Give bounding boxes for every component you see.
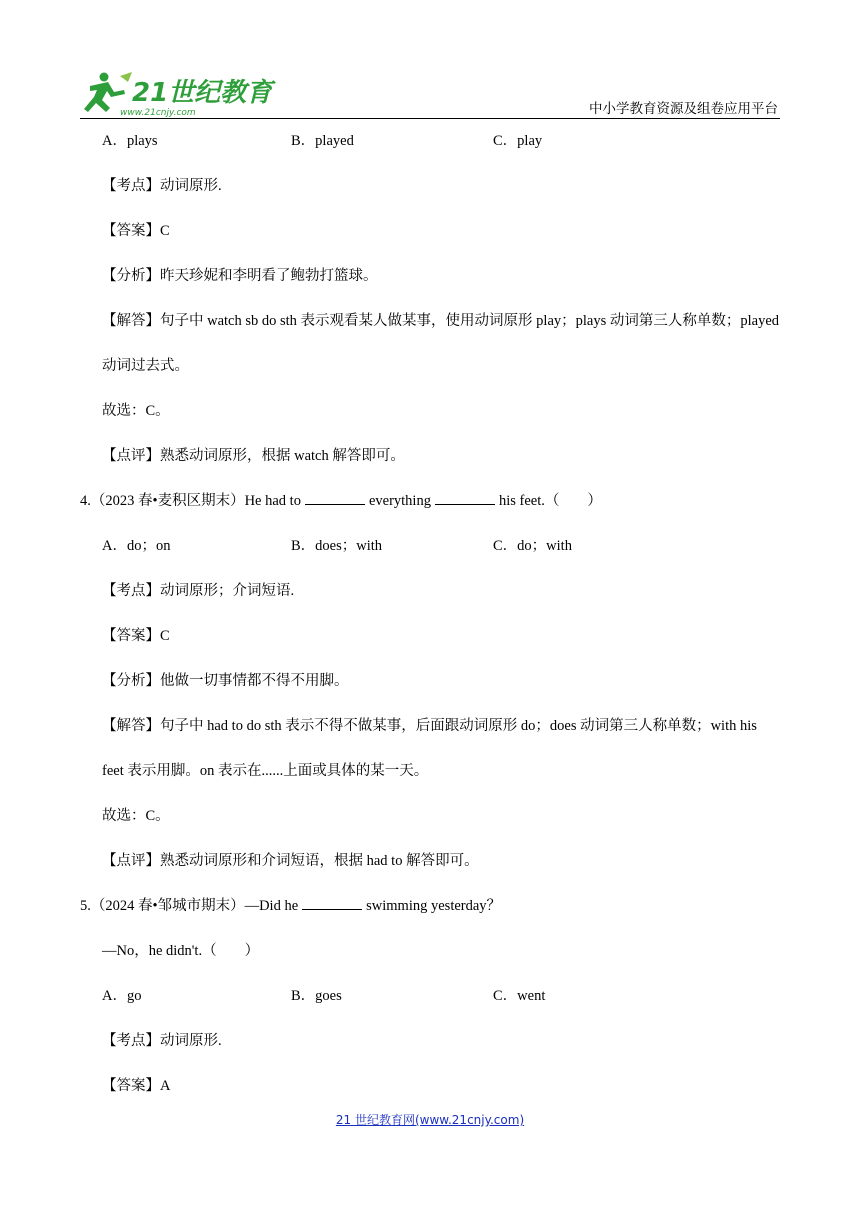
q4-analysis: 【分析】他做一切事情都不得不用脚。 <box>102 673 349 689</box>
q4-blank-2 <box>435 491 495 505</box>
q4-comment: 【点评】熟悉动词原形和介词短语，根据 had to 解答即可。 <box>102 853 479 869</box>
logo-21cnjy <box>80 68 273 120</box>
q3-comment: 【点评】熟悉动词原形，根据 watch 解答即可。 <box>102 448 405 464</box>
q5-reply-close: ） <box>244 943 260 959</box>
footer-link[interactable]: 21 世纪教育网(www.21cnjy.com) <box>335 1113 525 1127</box>
q4-option-c: C．do；with <box>493 538 572 554</box>
q5-reply: —No，he didn't.（ <box>102 943 217 959</box>
svg-text:www.21cnjy.com: www.21cnjy.com <box>120 108 196 118</box>
q4-option-b: B．does；with <box>291 538 383 554</box>
q3-selection: 故选：C。 <box>102 403 170 419</box>
q4-solution-line2: feet 表示用脚。on 表示在......上面或具体的某一天。 <box>102 763 429 779</box>
q3-solution-line1: 【解答】句子中 watch sb do sth 表示观看某人做某事，使用动词原形 play；plays 动词第三人称单数；played <box>102 313 780 329</box>
q3-kaodian: 【考点】动词原形. <box>102 178 222 194</box>
q5-stem-end: swimming yesterday？ <box>366 898 502 914</box>
q5-stem-line2 <box>102 941 259 961</box>
platform-name: 中小学教育资源及组卷应用平台 <box>589 101 778 117</box>
q4-option-a: A．do；on <box>102 538 171 554</box>
page-header <box>80 64 780 120</box>
runner-icon <box>84 73 125 113</box>
q4-stem-start: 4.（2023 春•麦积区期末）He had to <box>80 493 301 509</box>
q4-selection: 故选：C。 <box>102 808 170 824</box>
q5-kaodian: 【考点】动词原形. <box>102 1033 222 1049</box>
q4-kaodian: 【考点】动词原形；介词短语. <box>102 583 295 599</box>
q3-solution-line2: 动词过去式。 <box>102 358 189 374</box>
q4-answer: 【答案】C <box>102 628 170 644</box>
q5-stem <box>80 896 501 916</box>
q4-solution-line1: 【解答】句子中 had to do sth 表示不得不做某事，后面跟动词原形 do；does 动词第三人称单数；with his <box>102 718 757 734</box>
q4-stem <box>80 491 602 511</box>
header-rule <box>80 118 780 119</box>
q5-option-c: C．went <box>493 988 546 1004</box>
q3-analysis: 【分析】昨天珍妮和李明看了鲍勃打篮球。 <box>102 268 378 284</box>
svg-text:21世纪教育: 21世纪教育 <box>132 78 273 108</box>
q4-stem-end: his feet.（ <box>498 493 560 509</box>
q3-answer: 【答案】C <box>102 223 170 239</box>
q5-option-a: A．go <box>102 988 142 1004</box>
q5-stem-start: 5.（2024 春•邹城市期末）—Did he <box>80 898 299 914</box>
q4-stem-close: ） <box>587 493 602 509</box>
q5-option-b: B．goes <box>291 988 342 1004</box>
q5-answer: 【答案】A <box>102 1078 171 1094</box>
q3-option-a: A．plays <box>102 133 158 149</box>
q3-option-c: C．play <box>493 133 543 149</box>
q4-stem-mid: everything <box>368 493 431 509</box>
q3-option-b: B．played <box>291 133 354 149</box>
q5-blank <box>302 896 362 910</box>
q4-blank-1 <box>305 491 365 505</box>
